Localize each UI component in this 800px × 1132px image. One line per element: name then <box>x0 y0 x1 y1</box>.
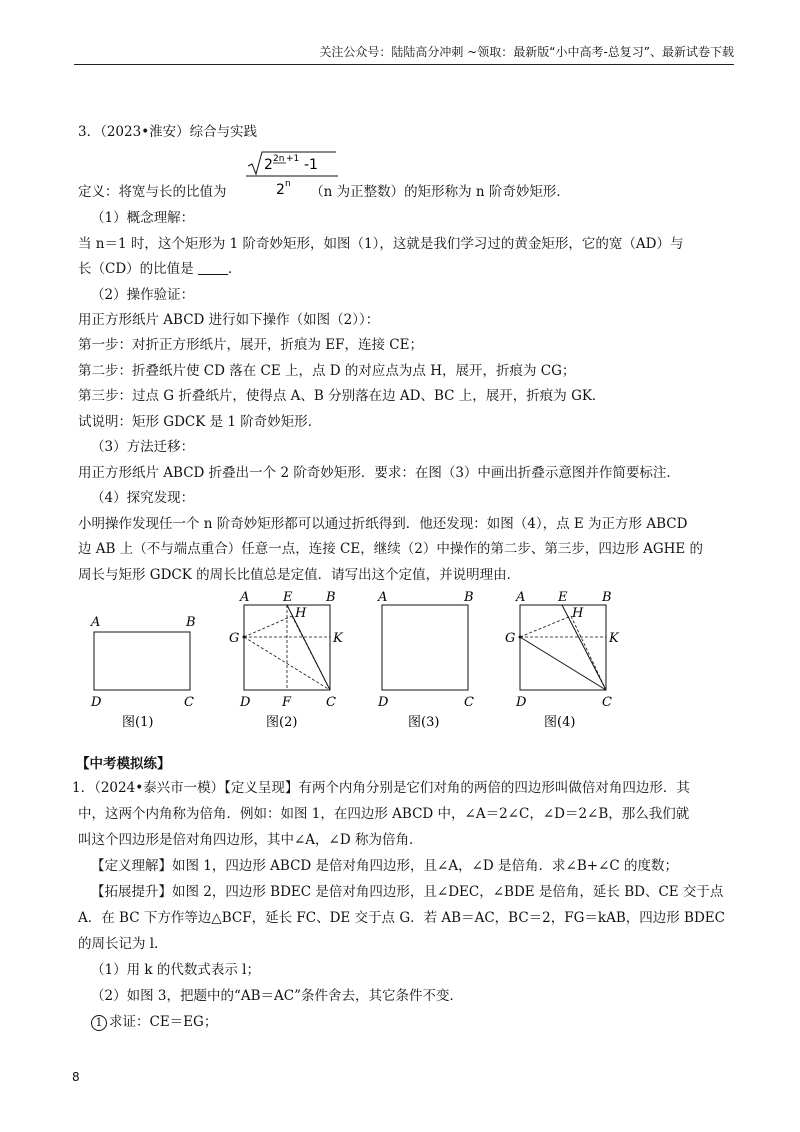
s2-title: （2）操作验证： <box>91 287 195 303</box>
figures-row <box>78 590 728 750</box>
fig4-caption: 图(4) <box>544 715 576 730</box>
svg-text:2: 2 <box>276 182 285 198</box>
s4-line1: 小明操作发现任一个 n 阶奇妙矩形都可以通过折纸得到．他还发现：如图（4），点 E 为正方形 ABCD <box>78 516 688 532</box>
s2-line1: 用正方形纸片 ABCD 进行如下操作（如图（2））： <box>78 312 380 328</box>
circled-number: 1 <box>91 1015 107 1031</box>
fig2-caption: 图(2) <box>266 715 298 730</box>
fig4-label-H: H <box>572 606 584 621</box>
answer-blank <box>198 262 228 275</box>
fig2-label-E: E <box>283 590 293 605</box>
page-number: 8 <box>72 1070 80 1084</box>
section2-line10 <box>78 1010 217 1031</box>
fig3-caption: 图(3) <box>408 715 440 730</box>
figure-1 <box>90 615 196 730</box>
definition-prefix: 定义：将宽与长的比值为 <box>78 184 227 200</box>
svg-text:2n: 2n <box>273 154 285 164</box>
fig3-label-A: A <box>378 590 388 605</box>
s3-title: （3）方法迁移： <box>91 439 195 455</box>
fig1-label-C: C <box>184 695 194 710</box>
fig4-label-K: K <box>609 631 619 646</box>
fig4-label-A: A <box>516 590 526 605</box>
fig2-label-B: B <box>326 590 336 605</box>
fig4-label-C: C <box>602 695 612 710</box>
fig2-label-C: C <box>326 695 336 710</box>
s4-line3: 周长与矩形 GDCK 的周长比值总是定值．请写出这个定值，并说明理由． <box>78 567 521 583</box>
fig2-label-D: D <box>240 695 251 710</box>
fig2-label-F: F <box>282 695 292 710</box>
fig3-label-B: B <box>464 590 474 605</box>
s1-text-b-line <box>78 257 241 277</box>
svg-text:+1: +1 <box>286 154 300 164</box>
fig3-label-C: C <box>464 695 474 710</box>
fig2-label-K: K <box>333 631 343 646</box>
svg-text:2: 2 <box>264 157 273 173</box>
fig2-label-H: H <box>295 606 307 621</box>
s1-text-c: ． <box>227 261 242 277</box>
fig2-label-A: A <box>240 590 250 605</box>
s1-text-a: 当 n＝1 时，这个矩形为 1 阶奇妙矩形，如图（1），这就是我们学习过的黄金矩形，它的宽（AD）与 <box>78 236 684 252</box>
s2-line2: 第一步：对折正方形纸片，展开，折痕为 EF，连接 CE； <box>78 337 423 353</box>
s4-title: （4）探究发现： <box>91 490 195 506</box>
definition-suffix: （n 为正整数）的矩形称为 n 阶奇妙矩形． <box>310 184 570 200</box>
figure-4 <box>505 590 620 730</box>
section2-line5: 【拓展提升】如图 2，四边形 BDEC 是倍对角四边形，且∠DEC，∠BDE 是倍角，延长 BD、CE 交于点 <box>91 884 724 900</box>
s2-line4: 第三步：过点 G 折叠纸片，使得点 A、B 分别落在边 AD、BC 上，展开，折痕为 GK． <box>78 388 606 404</box>
fig1-caption: 图(1) <box>122 715 154 730</box>
fig3-label-D: D <box>378 695 389 710</box>
section2-line10-text: 求证：CE＝EG； <box>109 1014 218 1030</box>
section2-line9: （2）如图 3，把题中的“AB＝AC”条件舍去，其它条件不变． <box>91 988 464 1004</box>
page-header <box>74 42 734 65</box>
s2-line3: 第二步：折叠纸片使 CD 落在 CE 上，点 D 的对应点为点 H，展开，折痕为 CG； <box>78 363 576 379</box>
s1-title: （1）概念理解： <box>91 210 195 226</box>
fig1-label-B: B <box>186 615 196 630</box>
section2-line1: 1．（2024•泰兴市一模）【定义呈现】有两个内角分别是它们对角的两倍的四边形叫做倍对角四边形．其 <box>72 780 690 796</box>
section2-title: 【中考模拟练】 <box>76 756 171 772</box>
section2-line8: （1）用 k 的代数式表示 l； <box>91 962 260 978</box>
s3-line1: 用正方形纸片 ABCD 折叠出一个 2 阶奇妙矩形．要求：在图（3）中画出折叠示意图并作简要标注． <box>78 465 680 481</box>
fig4-label-E: E <box>558 590 568 605</box>
header-text: 关注公众号：陆陆高分冲刺 ~领取：最新版“小中高考-总复习”、最新试卷下载 <box>319 45 734 59</box>
fig4-label-G: G <box>505 631 516 646</box>
section2-line7: 的周长记为 l． <box>78 936 168 952</box>
figures-svg <box>78 590 728 750</box>
problem3-title: 3．（2023•淮安）综合与实践 <box>78 124 258 140</box>
fig4-label-B: B <box>602 590 612 605</box>
section2-line2: 中，这两个内角称为倍角．例如：如图 1，在四边形 ABCD 中，∠A＝2∠C，∠D＝2∠B，那么我们就 <box>78 806 690 822</box>
s4-line2: 边 AB 上（不与端点重合）任意一点，连接 CE，继续（2）中操作的第二步、第三步，四边形 AGHE 的 <box>78 541 704 557</box>
svg-text:-1: -1 <box>304 157 318 173</box>
s2-line5: 试说明：矩形 GDCK 是 1 阶奇妙矩形． <box>78 414 322 430</box>
figure-3 <box>377 590 474 730</box>
fig1-label-D: D <box>91 695 102 710</box>
svg-text:n: n <box>285 179 291 189</box>
section2-line3: 叫这个四边形是倍对角四边形，其中∠A，∠D 称为倍角． <box>78 832 423 848</box>
figure-2 <box>229 590 344 730</box>
section2-line6: A．在 BC 下方作等边△BCF，延长 FC、DE 交于点 G．若 AB＝AC，BC＝2，FG＝kAB，四边形 BDEC <box>78 910 725 926</box>
fig2-label-G: G <box>229 631 240 646</box>
definition-line <box>78 180 570 200</box>
fig1-label-A: A <box>91 615 101 630</box>
fig4-label-D: D <box>516 695 527 710</box>
section2-line4: 【定义理解】如图 1，四边形 ABCD 是倍对角四边形，且∠A，∠D 是倍角．求∠B+∠C 的度数； <box>91 858 678 874</box>
s1-text-b: 长（CD）的比值是 <box>78 261 194 277</box>
